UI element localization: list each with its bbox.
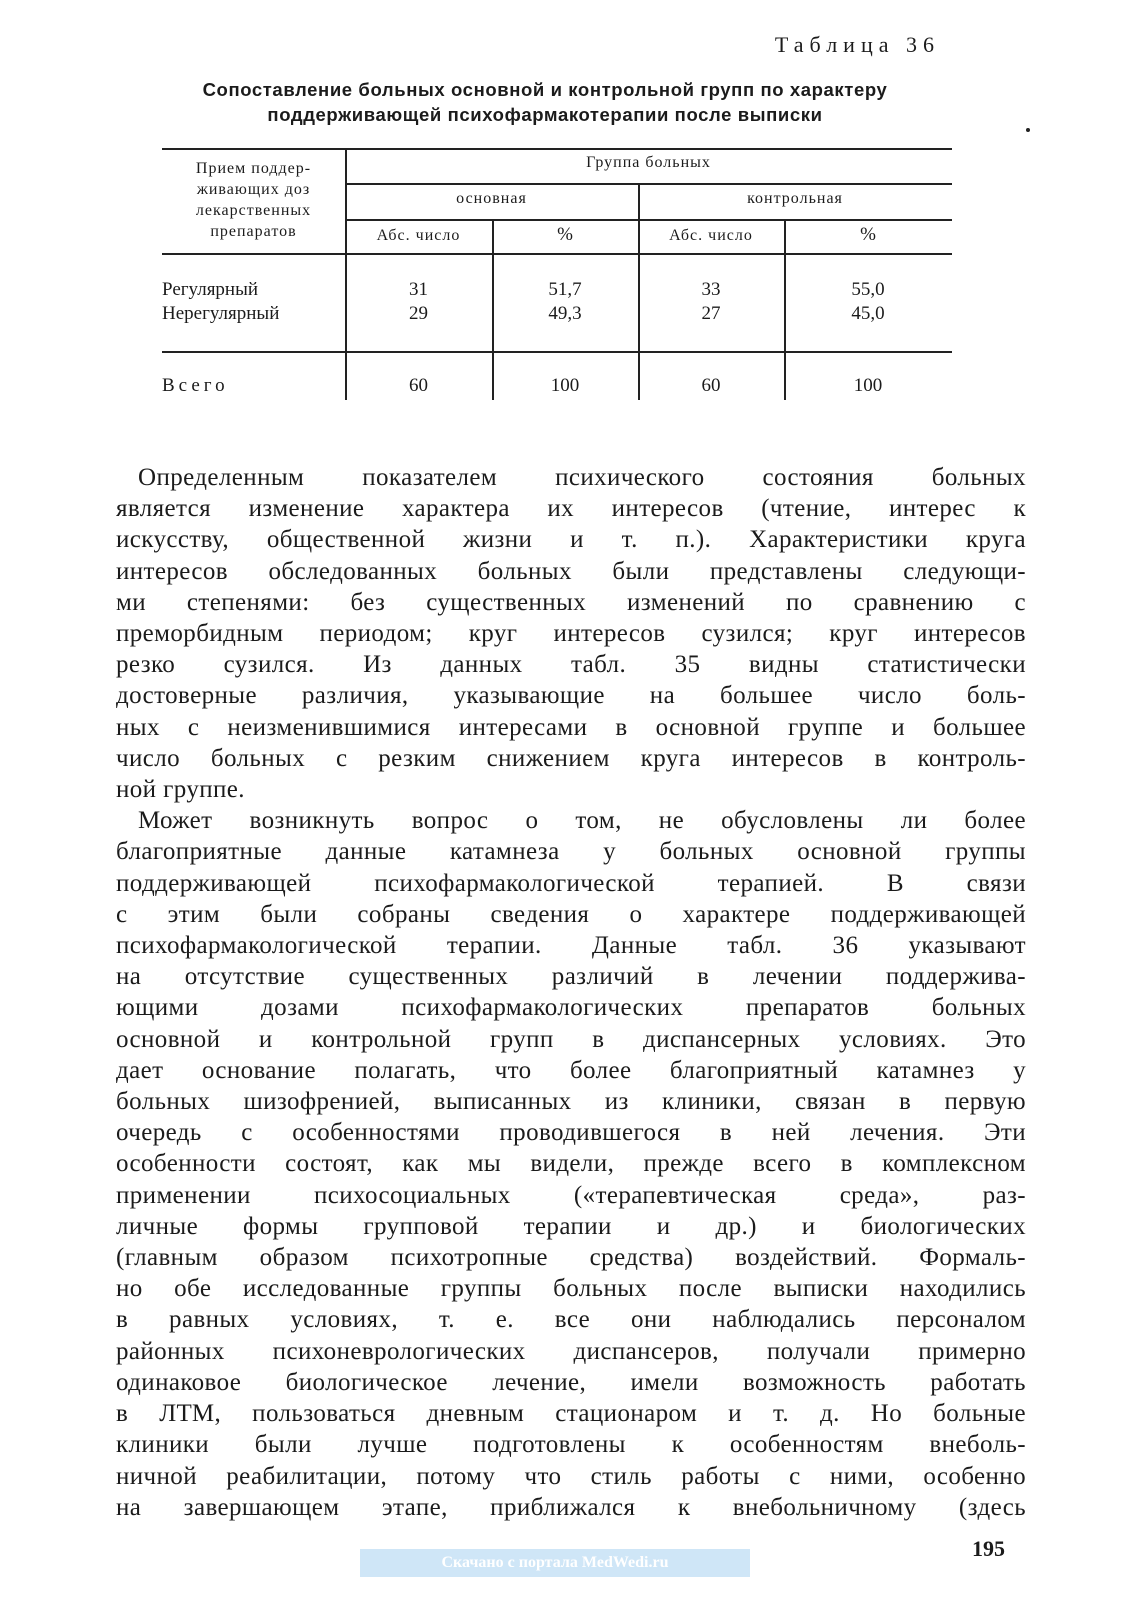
group-header-rule bbox=[345, 183, 952, 185]
text-line: ми степенями: без существенных изменений по сравнению с bbox=[116, 588, 1026, 616]
table-cell: 29 bbox=[409, 303, 428, 324]
table-label: Таблица 36 bbox=[774, 32, 940, 57]
text-line: достоверные различия, указывающие на большее число боль- bbox=[116, 682, 1026, 710]
subgroup-main: основная bbox=[456, 190, 527, 207]
subgroup-rule bbox=[345, 219, 952, 221]
text-line: применении психосоциальных («терапевтическая среда», раз- bbox=[116, 1181, 1026, 1209]
body-text bbox=[116, 462, 1026, 1523]
stub-divider bbox=[345, 148, 347, 400]
text-line: на отсутствие существенных различий в лечении поддержива- bbox=[116, 963, 1026, 991]
row-header-line: Прием поддер- bbox=[195, 160, 312, 177]
table-cell: 49,3 bbox=[548, 303, 582, 324]
row-header-line: лекарственных bbox=[195, 202, 312, 219]
header-bottom-rule bbox=[162, 253, 952, 255]
text-line: на завершающем этапе, приближался к внебольничному (здесь bbox=[116, 1493, 1026, 1521]
row-header-line: препаратов bbox=[210, 223, 297, 240]
col-header: Абс. число bbox=[376, 227, 461, 244]
text-line: больных шизофренией, выписанных из клиники, связан в первую bbox=[116, 1088, 1026, 1116]
text-line: но обе исследованные группы больных после выписки находились bbox=[116, 1275, 1026, 1303]
row-label: Регулярный bbox=[162, 279, 259, 300]
text-line: одинаковое биологическое лечение, имели возможность работать bbox=[116, 1368, 1026, 1396]
table-cell: 60 bbox=[409, 375, 428, 396]
total-rule bbox=[162, 351, 952, 353]
table-title-line: поддерживающей психофармакотерапии после выписки bbox=[267, 104, 823, 125]
text-line: благоприятные данные катамнеза у больных основной группы bbox=[116, 838, 1026, 866]
subgroup-control: контрольная bbox=[747, 190, 843, 207]
col-header: % bbox=[557, 224, 573, 245]
table-cell: 45,0 bbox=[851, 303, 885, 324]
col-header: % bbox=[860, 224, 876, 245]
text-line: число больных с резким снижением круга интересов в контроль- bbox=[116, 744, 1026, 772]
table-cell: 60 bbox=[701, 375, 721, 396]
table-title-line: Сопоставление больных основной и контрольной групп по характеру bbox=[202, 79, 888, 100]
table-title bbox=[140, 77, 950, 127]
text-line: очередь с особенностями проводившегося в ней лечения. Эти bbox=[116, 1119, 1026, 1147]
scan-speck bbox=[1026, 128, 1030, 132]
text-line: с этим были собраны сведения о характере поддерживающей bbox=[116, 900, 1026, 928]
row-header bbox=[162, 158, 345, 242]
text-line: основной и контрольной групп в диспансерных условиях. Это bbox=[116, 1025, 1026, 1053]
text-line: является изменение характера их интересов (чтение, интерес к bbox=[116, 495, 1026, 523]
table-cell: 55,0 bbox=[851, 279, 885, 300]
text-line: Определенным показателем психического состояния больных bbox=[138, 464, 1026, 491]
table-cell: 33 bbox=[701, 279, 721, 300]
text-line: особенности состоят, как мы видели, прежде всего в комплексном bbox=[116, 1150, 1026, 1178]
download-watermark: Скачано с портала MedWedi.ru bbox=[360, 1549, 750, 1577]
text-line: ной группе. bbox=[116, 776, 245, 804]
col-header: Абс. число bbox=[669, 227, 753, 244]
text-line: в равных условиях, т. е. все они наблюдались персоналом bbox=[116, 1306, 1026, 1334]
text-line: психофармакологической терапии. Данные табл. 36 указывают bbox=[116, 932, 1026, 960]
data-table bbox=[162, 148, 952, 408]
table-cell: 100 bbox=[550, 375, 580, 396]
text-line: резко сузился. Из данных табл. 35 видны статистически bbox=[116, 651, 1026, 679]
table-cell: 31 bbox=[409, 279, 428, 300]
text-line: в ЛТМ, пользоваться дневным стационаром и т. д. Но больные bbox=[116, 1400, 1026, 1428]
text-line: искусству, общественной жизни и т. п.). Характеристики круга bbox=[116, 526, 1026, 554]
row-label: Нерегулярный bbox=[162, 303, 280, 324]
text-line: Может возникнуть вопрос о том, не обусловлены ли более bbox=[138, 807, 1026, 835]
text-line: личные формы групповой терапии и др.) и биологических bbox=[116, 1212, 1026, 1240]
text-line: районных психоневрологических диспансеров, получали примерно bbox=[116, 1337, 1026, 1365]
text-line: интересов обследованных больных были представлены следующи- bbox=[116, 557, 1026, 585]
total-label: Всего bbox=[162, 375, 229, 396]
text-line: ющими дозами психофармакологических препаратов больных bbox=[116, 994, 1026, 1022]
text-line: поддерживающей психофармакологической терапией. В связи bbox=[116, 869, 1026, 897]
page-number: 195 bbox=[972, 1536, 1005, 1561]
table-cell: 100 bbox=[853, 375, 883, 396]
text-line: ных с неизменившимися интересами в основной группе и большее bbox=[116, 713, 1026, 741]
row-header-line: живающих доз bbox=[196, 181, 311, 198]
text-line: клиники были лучше подготовлены к особенностям внеболь- bbox=[116, 1431, 1026, 1459]
text-line: (главным образом психотропные средства) воздействий. Формаль- bbox=[116, 1244, 1026, 1272]
table-top-rule bbox=[162, 148, 952, 150]
group-header: Группа больных bbox=[586, 154, 711, 171]
table-cell: 51,7 bbox=[548, 279, 582, 300]
table-cell: 27 bbox=[701, 303, 721, 324]
text-line: дает основание полагать, что более благоприятный катамнез у bbox=[116, 1056, 1026, 1084]
text-line: ничной реабилитации, потому что стиль работы с ними, особенно bbox=[116, 1462, 1026, 1490]
text-line: преморбидным периодом; круг интересов сузился; круг интересов bbox=[116, 620, 1026, 648]
